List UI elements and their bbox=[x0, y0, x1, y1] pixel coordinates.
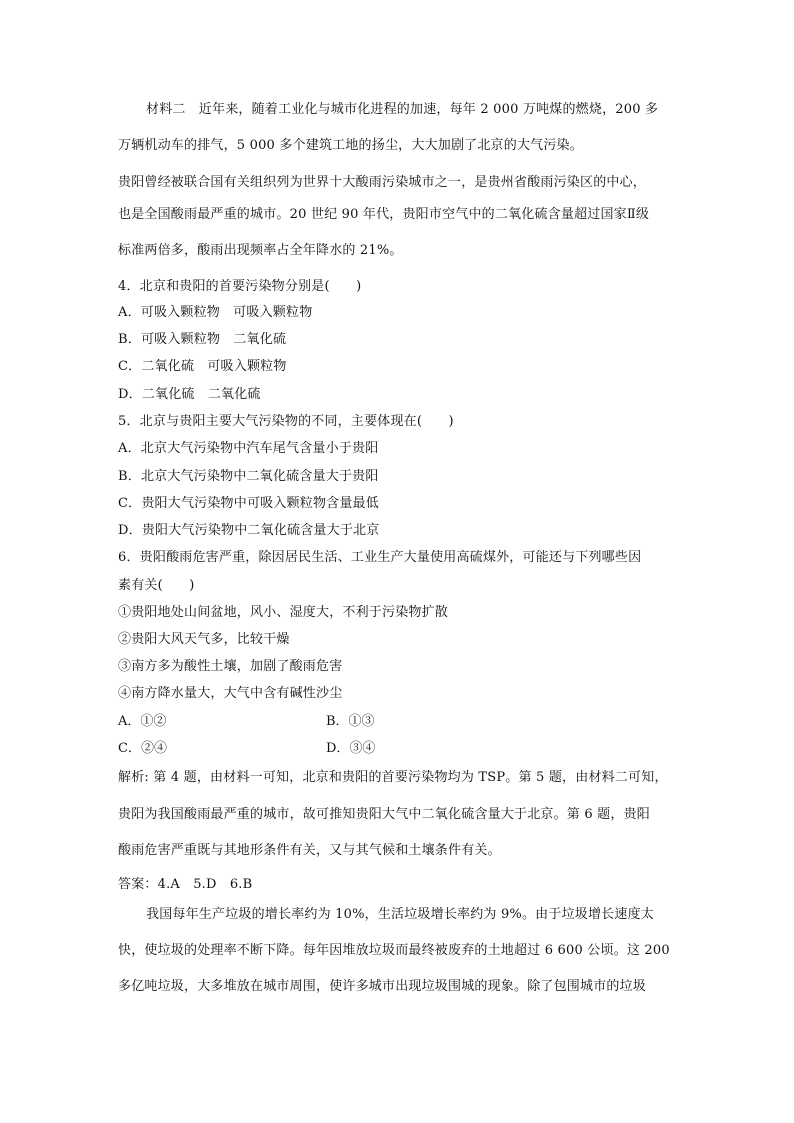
garbage-line1: 我国每年生产垃圾的增长率约为 10%，生活垃圾增长率约为 9%。由于垃圾增长速度太 bbox=[146, 907, 654, 922]
q4-option-b: B．可吸入颗粒物 二氧化硫 bbox=[118, 332, 287, 347]
analysis-line3: 酸雨危害严重既与其地形条件有关，又与其气候和土壤条件有关。 bbox=[118, 843, 501, 858]
q6-stem-line1: 6．贵阳酸雨危害严重，除因居民生活、工业生产大量使用高硫煤外，可能还与下列哪些因 bbox=[118, 550, 642, 565]
q4-option-d: D．二氧化硫 二氧化硫 bbox=[118, 387, 261, 402]
q5-option-c: C．贵阳大气污染物中可吸入颗粒物含量最低 bbox=[118, 496, 379, 511]
guiyang-line2: 也是全国酸雨最严重的城市。20 世纪 90 年代，贵阳市空气中的二氧化硫含量超过国家Ⅱ级 bbox=[118, 207, 650, 222]
garbage-line2: 快，使垃圾的处理率不断下降。每年因堆放垃圾而最终被废弃的土地超过 6 600 公顷。这 200 bbox=[118, 943, 670, 958]
guiyang-line3: 标准两倍多，酸雨出现频率占全年降水的 21%。 bbox=[118, 243, 403, 258]
q6-option-a: A．①② bbox=[118, 714, 167, 729]
q6-option-b: B．①③ bbox=[326, 714, 375, 729]
garbage-line3: 多亿吨垃圾，大多堆放在城市周围，使许多城市出现垃圾围城的现象。除了包围城市的垃圾 bbox=[118, 979, 647, 994]
q4-option-a: A．可吸入颗粒物 可吸入颗粒物 bbox=[118, 305, 313, 320]
q4-option-c: C．二氧化硫 可吸入颗粒物 bbox=[118, 359, 287, 374]
q6-item-3: ③南方多为酸性土壤，加剧了酸雨危害 bbox=[118, 659, 343, 674]
answer-line: 答案：4.A 5.D 6.B bbox=[118, 877, 253, 892]
q5-option-b: B．北京大气污染物中二氧化硫含量大于贵阳 bbox=[118, 469, 379, 484]
material2-line1: 材料二 近年来，随着工业化与城市化进程的加速，每年 2 000 万吨煤的燃烧，200 多 bbox=[146, 102, 659, 117]
q5-stem: 5．北京与贵阳主要大气污染物的不同，主要体现在( ) bbox=[118, 414, 454, 429]
q6-item-4: ④南方降水量大，大气中含有碱性沙尘 bbox=[118, 686, 343, 701]
analysis-line1: 解析: 第 4 题，由材料一可知，北京和贵阳的首要污染物均为 TSP。第 5 题，由材料二可知， bbox=[118, 770, 668, 785]
q6-item-1: ①贵阳地处山间盆地，风小、湿度大，不利于污染物扩散 bbox=[118, 605, 449, 620]
q6-stem-line2: 素有关( ) bbox=[118, 578, 195, 593]
q6-option-d: D．③④ bbox=[326, 741, 376, 756]
guiyang-line1: 贵阳曾经被联合国有关组织列为世界十大酸雨污染城市之一，是贵州省酸雨污染区的中心， bbox=[118, 175, 647, 190]
q6-option-c: C．②④ bbox=[118, 741, 167, 756]
q4-stem: 4．北京和贵阳的首要污染物分别是( ) bbox=[118, 279, 362, 294]
q5-option-a: A．北京大气污染物中汽车尾气含量小于贵阳 bbox=[118, 441, 379, 456]
analysis-line2: 贵阳为我国酸雨最严重的城市，故可推知贵阳大气中二氧化硫含量大于北京。第 6 题，贵阳 bbox=[118, 807, 650, 822]
material2-line2: 万辆机动车的排气，5 000 多个建筑工地的扬尘，大大加剧了北京的大气污染。 bbox=[118, 138, 583, 153]
q6-item-2: ②贵阳大风天气多，比较干燥 bbox=[118, 632, 290, 647]
q5-option-d: D．贵阳大气污染物中二氧化硫含量大于北京 bbox=[118, 523, 380, 538]
